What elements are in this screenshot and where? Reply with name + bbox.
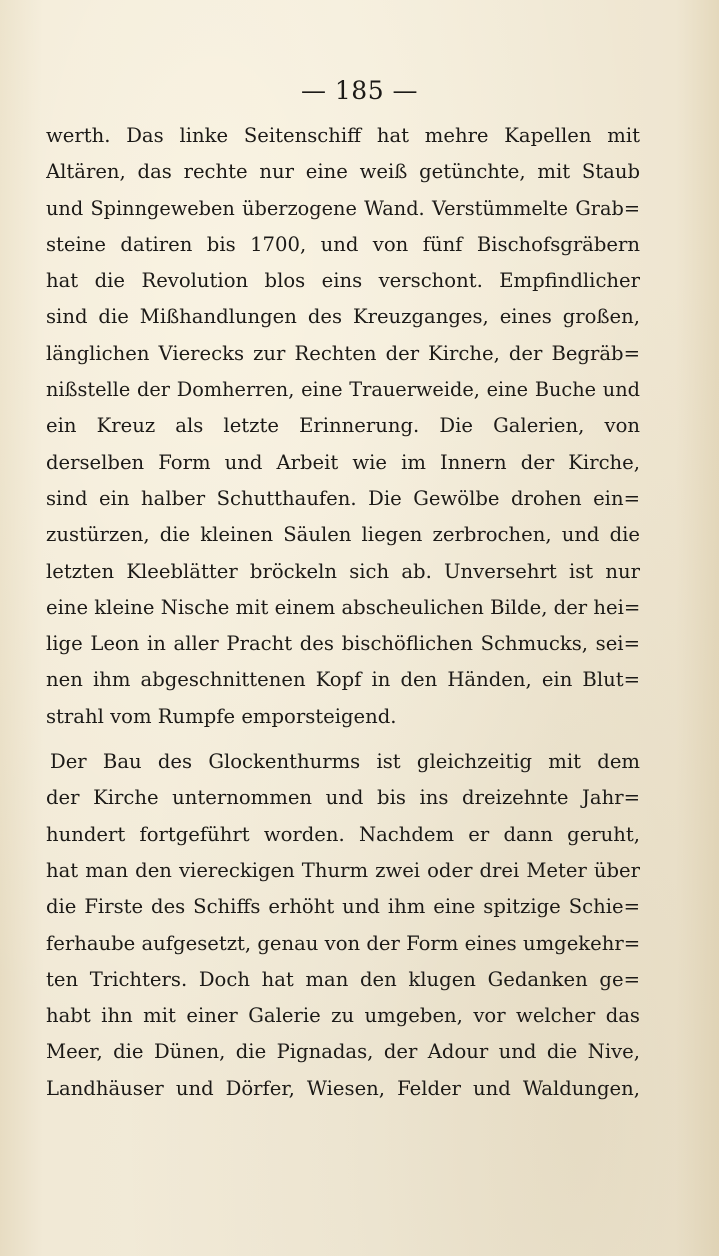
text-line: zustürzen, die kleinen Säulen liegen zerbrochen, und die [46, 523, 640, 547]
text-line: steine datiren bis 1700, und von fünf Bischofsgräbern [46, 232, 640, 256]
text-line: Landhäuser und Dörfer, Wiesen, Felder und Waldungen, [46, 1076, 640, 1100]
text-line: werth. Das linke Seitenschiff hat mehre Kapellen mit [46, 124, 640, 147]
text-line: Der Bau des Glockenthurms ist gleichzeitig mit dem [50, 750, 640, 774]
text-line: ferhaube aufgesetzt, genau von der Form eines umgekehr= [46, 931, 640, 955]
text-line: die Firste des Schiffs erhöht und ihm eine spitzige Schie= [46, 895, 640, 919]
text-line: hundert fortgeführt worden. Nachdem er dann geruht, [46, 822, 640, 846]
text-line: strahl vom Rumpfe emporsteigend. [46, 704, 397, 728]
text-line: nißstelle der Domherren, eine Trauerweide, eine Buche und [46, 378, 640, 402]
text-line: ten Trichters. Doch hat man den klugen Gedanken ge= [46, 967, 640, 991]
text-line: länglichen Vierecks zur Rechten der Kirche, der Begräb= [46, 341, 640, 365]
text-line: letzten Kleeblätter bröckeln sich ab. Unversehrt ist nur [46, 559, 640, 583]
text-line: lige Leon in aller Pracht des bischöflichen Schmucks, sei= [46, 632, 640, 656]
text-line: ein Kreuz als letzte Erinnerung. Die Galerien, von [46, 414, 640, 438]
text-line: hat man den viereckigen Thurm zwei oder drei Meter über [46, 858, 640, 882]
text-line: derselben Form und Arbeit wie im Innern der Kirche, [46, 450, 640, 474]
body-text [46, 118, 640, 1107]
text-line: sind ein halber Schutthaufen. Die Gewölbe drohen ein= [46, 486, 640, 510]
text-line: der Kirche unternommen und bis ins dreizehnte Jahr= [46, 786, 640, 810]
text-line: sind die Mißhandlungen des Kreuzganges, eines großen, [46, 305, 640, 329]
paragraph-1 [46, 118, 640, 735]
text-line: Altären, das rechte nur eine weiß getünchte, mit Staub [46, 160, 640, 184]
paragraph-2 [46, 744, 640, 1107]
paragraph-gap [46, 735, 640, 744]
text-line: hat die Revolution blos eins verschont. Empfindlicher [46, 269, 640, 293]
text-line: nen ihm abgeschnittenen Kopf in den Händen, ein Blut= [46, 668, 640, 692]
text-line: und Spinngeweben überzogene Wand. Verstümmelte Grab= [46, 196, 640, 220]
text-line: Meer, die Dünen, die Pignadas, der Adour und die Nive, [46, 1040, 640, 1064]
text-line: habt ihn mit einer Galerie zu umgeben, vor welcher das [46, 1004, 640, 1028]
text-line: eine kleine Nische mit einem abscheulichen Bilde, der hei= [46, 595, 640, 619]
page-number: — 185 — [300, 76, 419, 105]
